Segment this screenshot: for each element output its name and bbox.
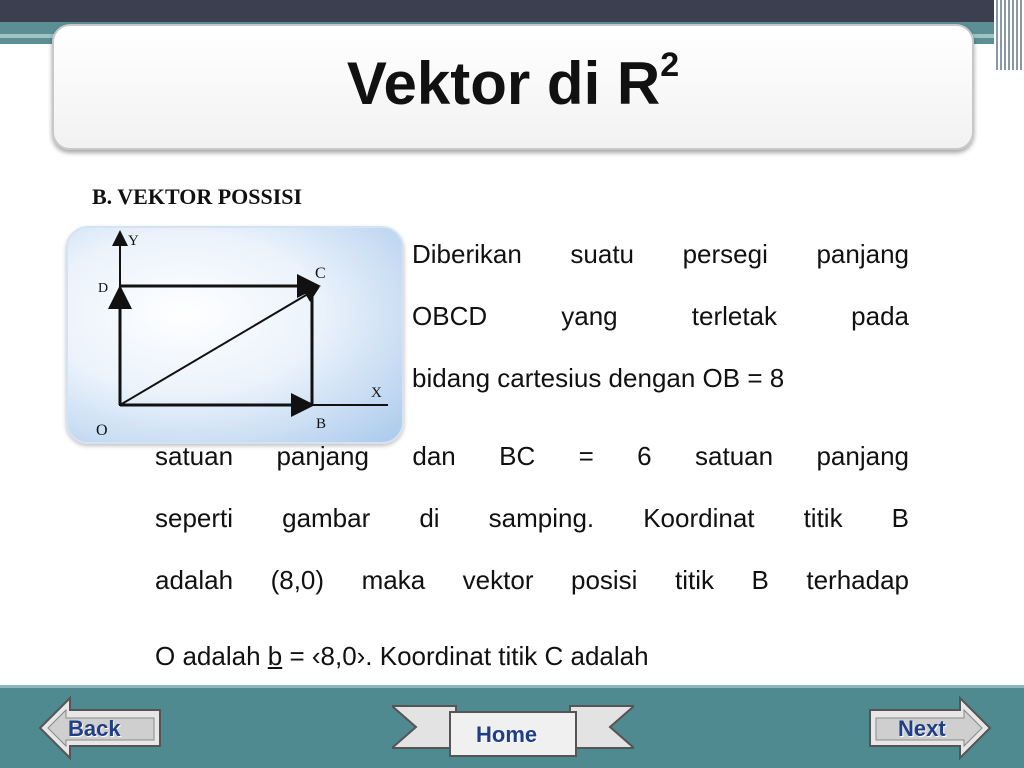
- top-band: [0, 0, 1024, 22]
- label-o: O: [96, 422, 108, 439]
- label-x: X: [371, 385, 382, 401]
- vector-oc: [120, 288, 318, 405]
- next-button[interactable]: [868, 696, 992, 760]
- title-text: Vektor di R: [346, 50, 661, 117]
- next-label: Next: [898, 716, 946, 741]
- rectangle-vector-diagram: [66, 226, 400, 440]
- paragraph-line-1: Diberikan suatu persegi panjang: [412, 239, 909, 269]
- decorative-edge-lines: [994, 0, 1024, 70]
- paragraph-line-7: [155, 626, 909, 686]
- title-superscript: 2: [660, 46, 680, 84]
- paragraph-line-3: bidang cartesius dengan OB = 8: [412, 363, 785, 393]
- back-button[interactable]: [38, 696, 162, 760]
- line7-text-a: O adalah: [155, 641, 268, 671]
- vector-b-symbol: b: [267, 641, 283, 671]
- title-box: [52, 24, 974, 150]
- label-d: D: [98, 281, 109, 296]
- section-heading: B. VEKTOR POSSISI: [92, 184, 303, 209]
- line7-text-c: = ‹8,0›. Koordinat titik C adalah: [282, 641, 649, 671]
- label-y: Y: [128, 233, 139, 249]
- slide-title: [347, 46, 679, 118]
- paragraph-line-4: satuan panjang dan BC = 6 satuan panjang: [155, 441, 909, 471]
- paragraph-line-2: OBCD yang terletak pada: [412, 301, 909, 331]
- home-label: Home: [476, 722, 538, 747]
- paragraph-line-6: adalah (8,0) maka vektor posisi titik B terhadap: [155, 565, 909, 595]
- paragraph-line-5: seperti gambar di samping. Koordinat titik B: [155, 503, 909, 533]
- home-button[interactable]: [392, 704, 634, 760]
- label-c: C: [315, 265, 326, 282]
- label-b: B: [316, 416, 327, 432]
- back-label: Back: [68, 716, 121, 741]
